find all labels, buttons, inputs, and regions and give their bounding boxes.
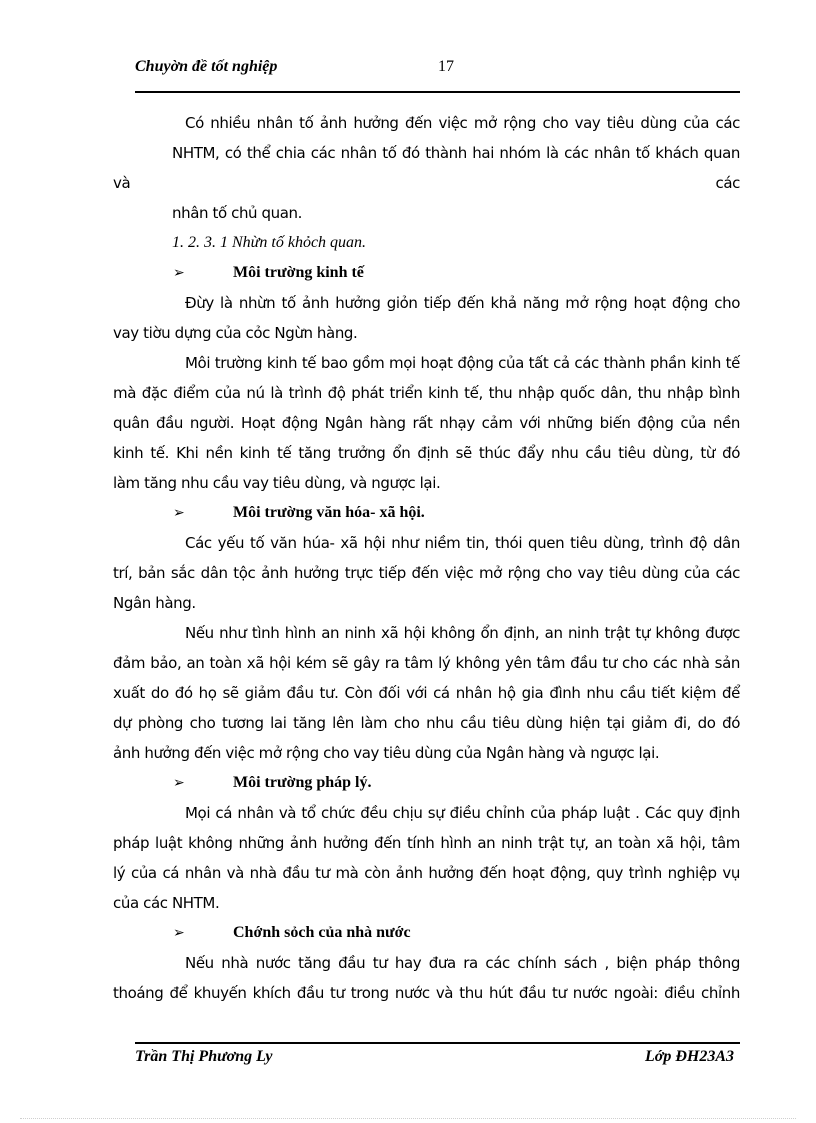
section-heading: 1. 2. 3. 1 Nhừn tố khỏch quan. — [172, 234, 367, 251]
body-text — [113, 108, 740, 1008]
paragraph-line: Nếu như tình hình an ninh xã hội không ổn định, an ninh trật tự không được — [185, 624, 740, 642]
paragraph-line: thoáng để khuyến khích đầu tư trong nước và thu hút đầu tư nước ngoài: điều chỉnh — [113, 984, 740, 1002]
paragraph-line: kinh tế. Khi nền kinh tế tăng trưởng ổn định sẽ thúc đẩy nhu cầu tiêu dùng, từ đó — [113, 444, 740, 462]
paragraph-line: mà đặc điểm của nú là trình độ phát triển kinh tế, thu nhập quốc dân, thu nhập bình — [113, 384, 740, 402]
paragraph-line: xuất do đó họ sẽ giảm đầu tư. Còn đối với cá nhân hộ gia đình nhu cầu tiết kiệm để — [113, 684, 740, 702]
paragraph-line: trí, bản sắc dân tộc ảnh hưởng trực tiếp đến việc mở rộng cho vay tiêu dùng của các — [113, 564, 740, 582]
paragraph-line: Các yếu tố văn húa- xã hội như niềm tin, thói quen tiêu dùng, trình độ dân — [185, 534, 740, 552]
paragraph-line: quân đầu người. Hoạt động Ngân hàng rất nhạy cảm với những biến động của nền — [113, 414, 740, 432]
paragraph-line: Nếu nhà nước tăng đầu tư hay đưa ra các chính sách , biện pháp thông — [185, 954, 740, 972]
bullet-heading-text: Môi trường pháp lý. — [233, 774, 372, 791]
paragraph-line: đảm bảo, an toàn xã hội kém sẽ gây ra tâm lý không yên tâm đầu tư cho các nhà sản — [113, 654, 740, 672]
paragraph-line: Có nhiều nhân tố ảnh hưởng đến việc mở rộng cho vay tiêu dùng của các — [185, 114, 740, 132]
arrow-bullet-icon: ➢ — [173, 925, 185, 941]
paragraph-line: nhân tố chủ quan. — [172, 204, 303, 222]
paragraph-line: ảnh hưởng đến việc mở rộng cho vay tiêu dùng của Ngân hàng và ngược lại. — [113, 744, 660, 762]
paragraph-line: dự phòng cho tương lai tăng lên làm cho nhu cầu tiêu dùng hiện tại giảm đi, do đó — [113, 714, 740, 732]
footer-class-label: Lớp ĐH23A3 — [644, 1048, 734, 1065]
bullet-heading-text: Môi trường văn hóa- xã hội. — [233, 504, 425, 521]
footer-rule — [135, 1042, 740, 1044]
page-header — [135, 56, 740, 80]
paragraph-line: lý của cá nhân và nhà đầu tư mà còn ảnh hưởng đến hoạt động, quy trình nghiệp vụ — [113, 864, 740, 882]
paragraph-line: Môi trường kinh tế bao gồm mọi hoạt động của tất cả các thành phần kinh tế — [185, 354, 740, 372]
paragraph-line: làm tăng nhu cầu vay tiêu dùng, và ngược lại. — [113, 474, 441, 492]
bullet-heading-text: Chớnh sỏch của nhà nước — [233, 924, 411, 941]
paragraph-word: và — [113, 174, 131, 192]
bullet-heading — [135, 768, 740, 798]
paragraph-line: Mọi cá nhân và tổ chức đều chịu sự điều chỉnh của pháp luật . Các quy định — [185, 804, 740, 822]
page-bottom-border — [20, 1118, 796, 1119]
arrow-bullet-icon: ➢ — [173, 265, 185, 281]
paragraph-line — [113, 168, 740, 198]
header-title: Chuyờn đề tốt nghiệp — [135, 58, 278, 75]
bullet-heading-text: Môi trường kinh tế — [233, 264, 364, 281]
paragraph-word: các — [715, 174, 740, 192]
paragraph-line: Đừy là nhừn tố ảnh hưởng giỏn tiếp đến khả năng mở rộng hoạt động cho — [185, 294, 740, 312]
arrow-bullet-icon: ➢ — [173, 505, 185, 521]
paragraph-line: của các NHTM. — [113, 894, 220, 912]
footer-author-name: Trần Thị Phương Ly — [135, 1048, 273, 1065]
bullet-heading — [135, 258, 740, 288]
header-rule — [135, 91, 740, 93]
page-number: 17 — [438, 58, 454, 75]
paragraph-line: pháp luật không những ảnh hưởng đến tính hình an ninh trật tự, an toàn xã hội, tâm — [113, 834, 740, 852]
arrow-bullet-icon: ➢ — [173, 775, 185, 791]
paragraph-line: vay tiờu dựng của cỏc Ngừn hàng. — [113, 324, 358, 342]
paragraph-line: Ngân hàng. — [113, 594, 196, 612]
paragraph-line: NHTM, có thể chia các nhân tố đó thành hai nhóm là các nhân tố khách quan — [172, 144, 740, 162]
bullet-heading — [135, 498, 740, 528]
bullet-heading — [135, 918, 740, 948]
